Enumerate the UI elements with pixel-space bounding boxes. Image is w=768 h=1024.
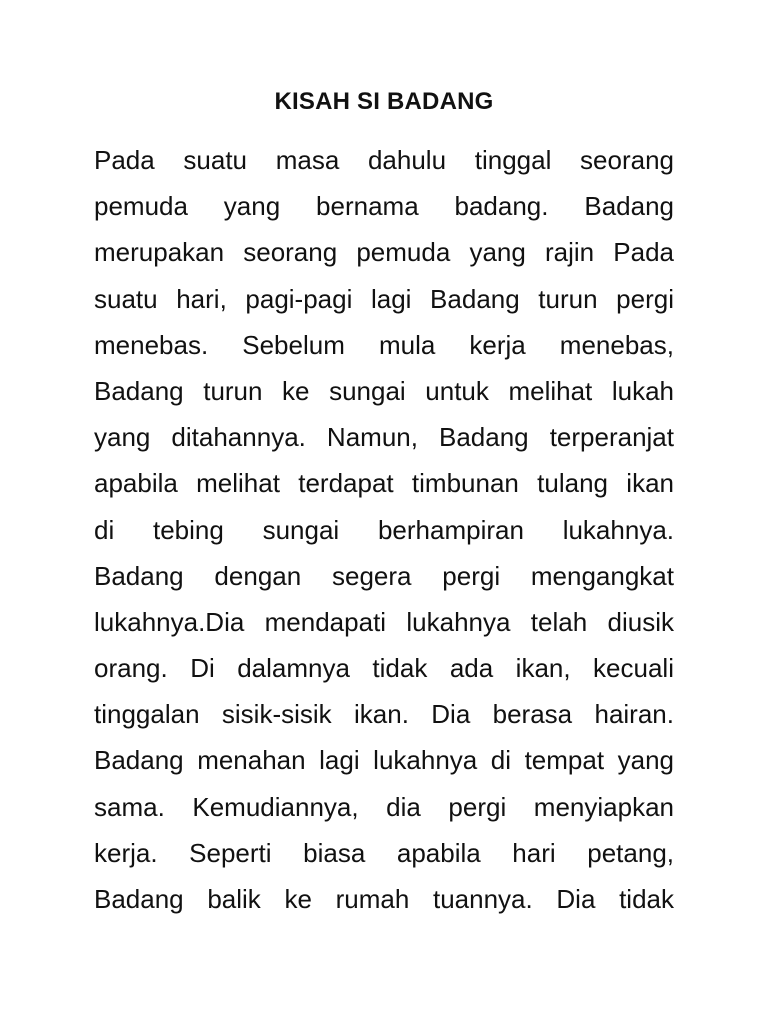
text-line: di tebing sungai berhampiran lukahnya. [94,514,674,545]
text-line: Badang menahan lagi lukahnya di tempat yang [94,745,674,776]
text-line: apabila melihat terdapat timbunan tulang ikan [94,468,674,499]
story-body [94,140,674,925]
text-line: orang. Di dalamnya tidak ada ikan, kecuali [94,653,674,684]
text-line: lukahnya.Dia mendapati lukahnya telah diusik [94,606,674,637]
text-line: Badang balik ke rumah tuannya. Dia tidak [94,884,674,914]
text-line: sama. Kemudiannya, dia pergi menyiapkan [94,791,674,822]
document-title: KISAH SI BADANG [274,88,494,115]
text-line: suatu hari, pagi-pagi lagi Badang turun pergi [94,283,674,314]
text-line: kerja. Seperti biasa apabila hari petang, [94,837,674,868]
text-line: merupakan seorang pemuda yang rajin Pada [94,237,674,268]
text-line: Badang dengan segera pergi mengangkat [94,560,674,591]
text-line: Pada suatu masa dahulu tinggal seorang [94,145,674,175]
text-line: yang ditahannya. Namun, Badang terperanjat [94,422,674,453]
text-line: tinggalan sisik-sisik ikan. Dia berasa hairan. [94,699,674,730]
text-line: menebas. Sebelum mula kerja menebas, [94,329,674,360]
text-line: Badang turun ke sungai untuk melihat lukah [94,375,674,406]
text-line: pemuda yang bernama badang. Badang [94,191,674,222]
